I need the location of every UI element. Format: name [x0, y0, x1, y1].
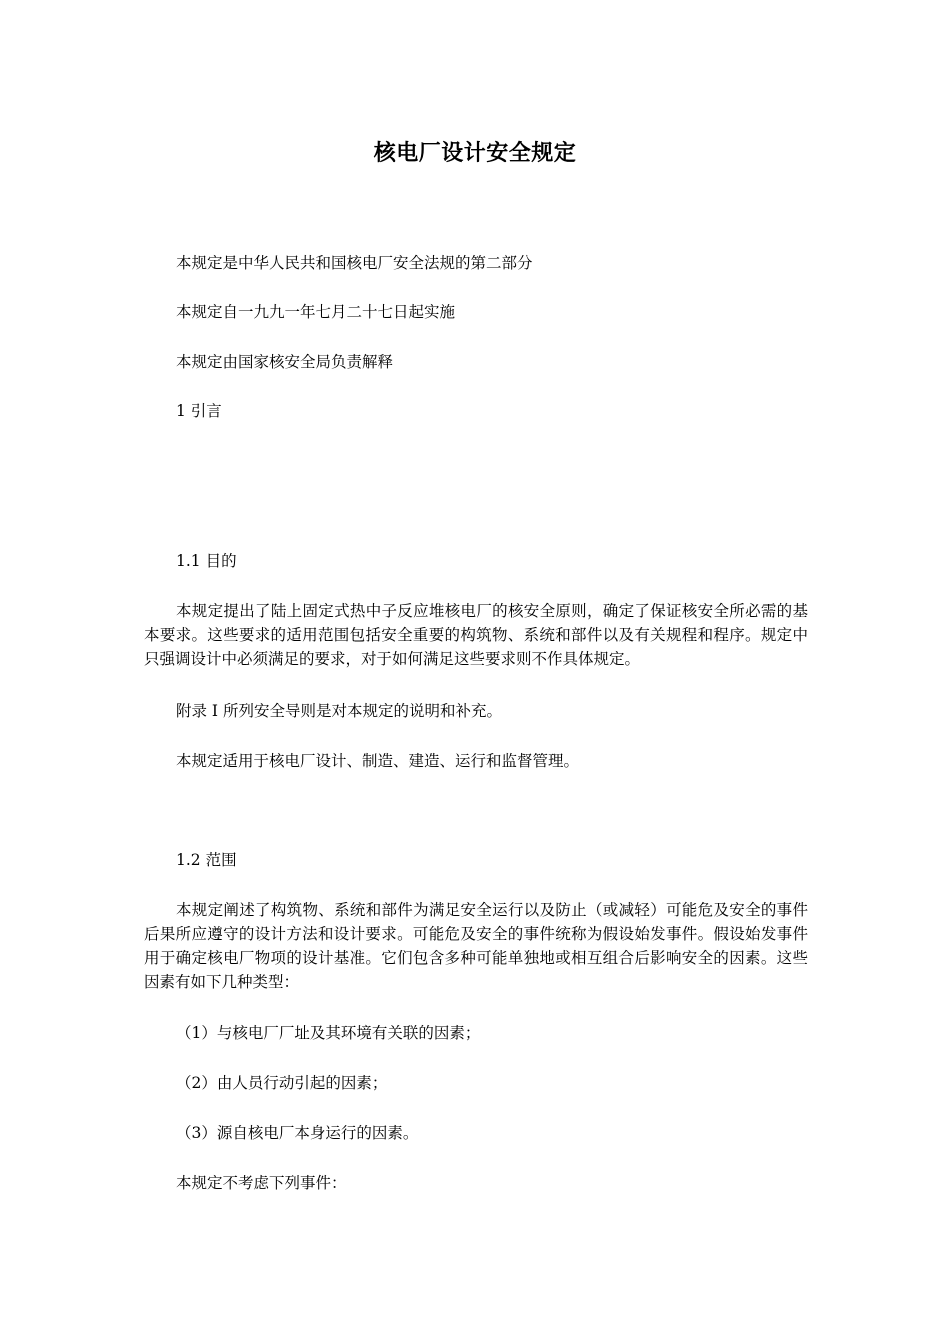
list-item-2: （2）由人员行动引起的因素；	[176, 1074, 388, 1092]
applicability-paragraph: 本规定适用于核电厂设计、制造、建造、运行和监督管理。	[176, 752, 580, 770]
scope-paragraph: 本规定阐述了构筑物、系统和部件为满足安全运行以及防止（或减轻）可能危及安全的事件后果所应遵守的设计方法和设计要求。可能危及安全的事件统称为假设始发事件。假设始发事件用于确定核电厂物项的设计基准。它们包含多种可能单独地或相互组合后影响安全的因素。这些因素有如下几种类型：	[144, 901, 808, 991]
section-heading-purpose: 1.1 目的	[176, 552, 237, 570]
section-heading-scope: 1.2 范围	[176, 851, 237, 869]
purpose-paragraph: 本规定提出了陆上固定式热中子反应堆核电厂的核安全原则，确定了保证核安全所必需的基本要求。这些要求的适用范围包括安全重要的构筑物、系统和部件以及有关规程和程序。规定中只强调设计中必须满足的要求，对于如何满足这些要求则不作具体规定。	[144, 602, 808, 668]
list-item-3: （3）源自核电厂本身运行的因素。	[176, 1124, 419, 1142]
list-item-1: （1）与核电厂厂址及其环境有关联的因素；	[176, 1024, 481, 1042]
exclusions-lead-paragraph: 本规定不考虑下列事件：	[176, 1174, 347, 1192]
intro-line-part: 本规定是中华人民共和国核电厂安全法规的第二部分	[176, 254, 533, 272]
section-heading-introduction: 1 引言	[176, 402, 222, 420]
intro-line-interpretation: 本规定由国家核安全局负责解释	[176, 353, 394, 371]
document-title: 核电厂设计安全规定	[373, 140, 577, 166]
appendix-note-paragraph: 附录 I 所列安全导则是对本规定的说明和补充。	[176, 702, 502, 720]
intro-line-effective-date: 本规定自一九九一年七月二十七日起实施	[176, 303, 456, 321]
